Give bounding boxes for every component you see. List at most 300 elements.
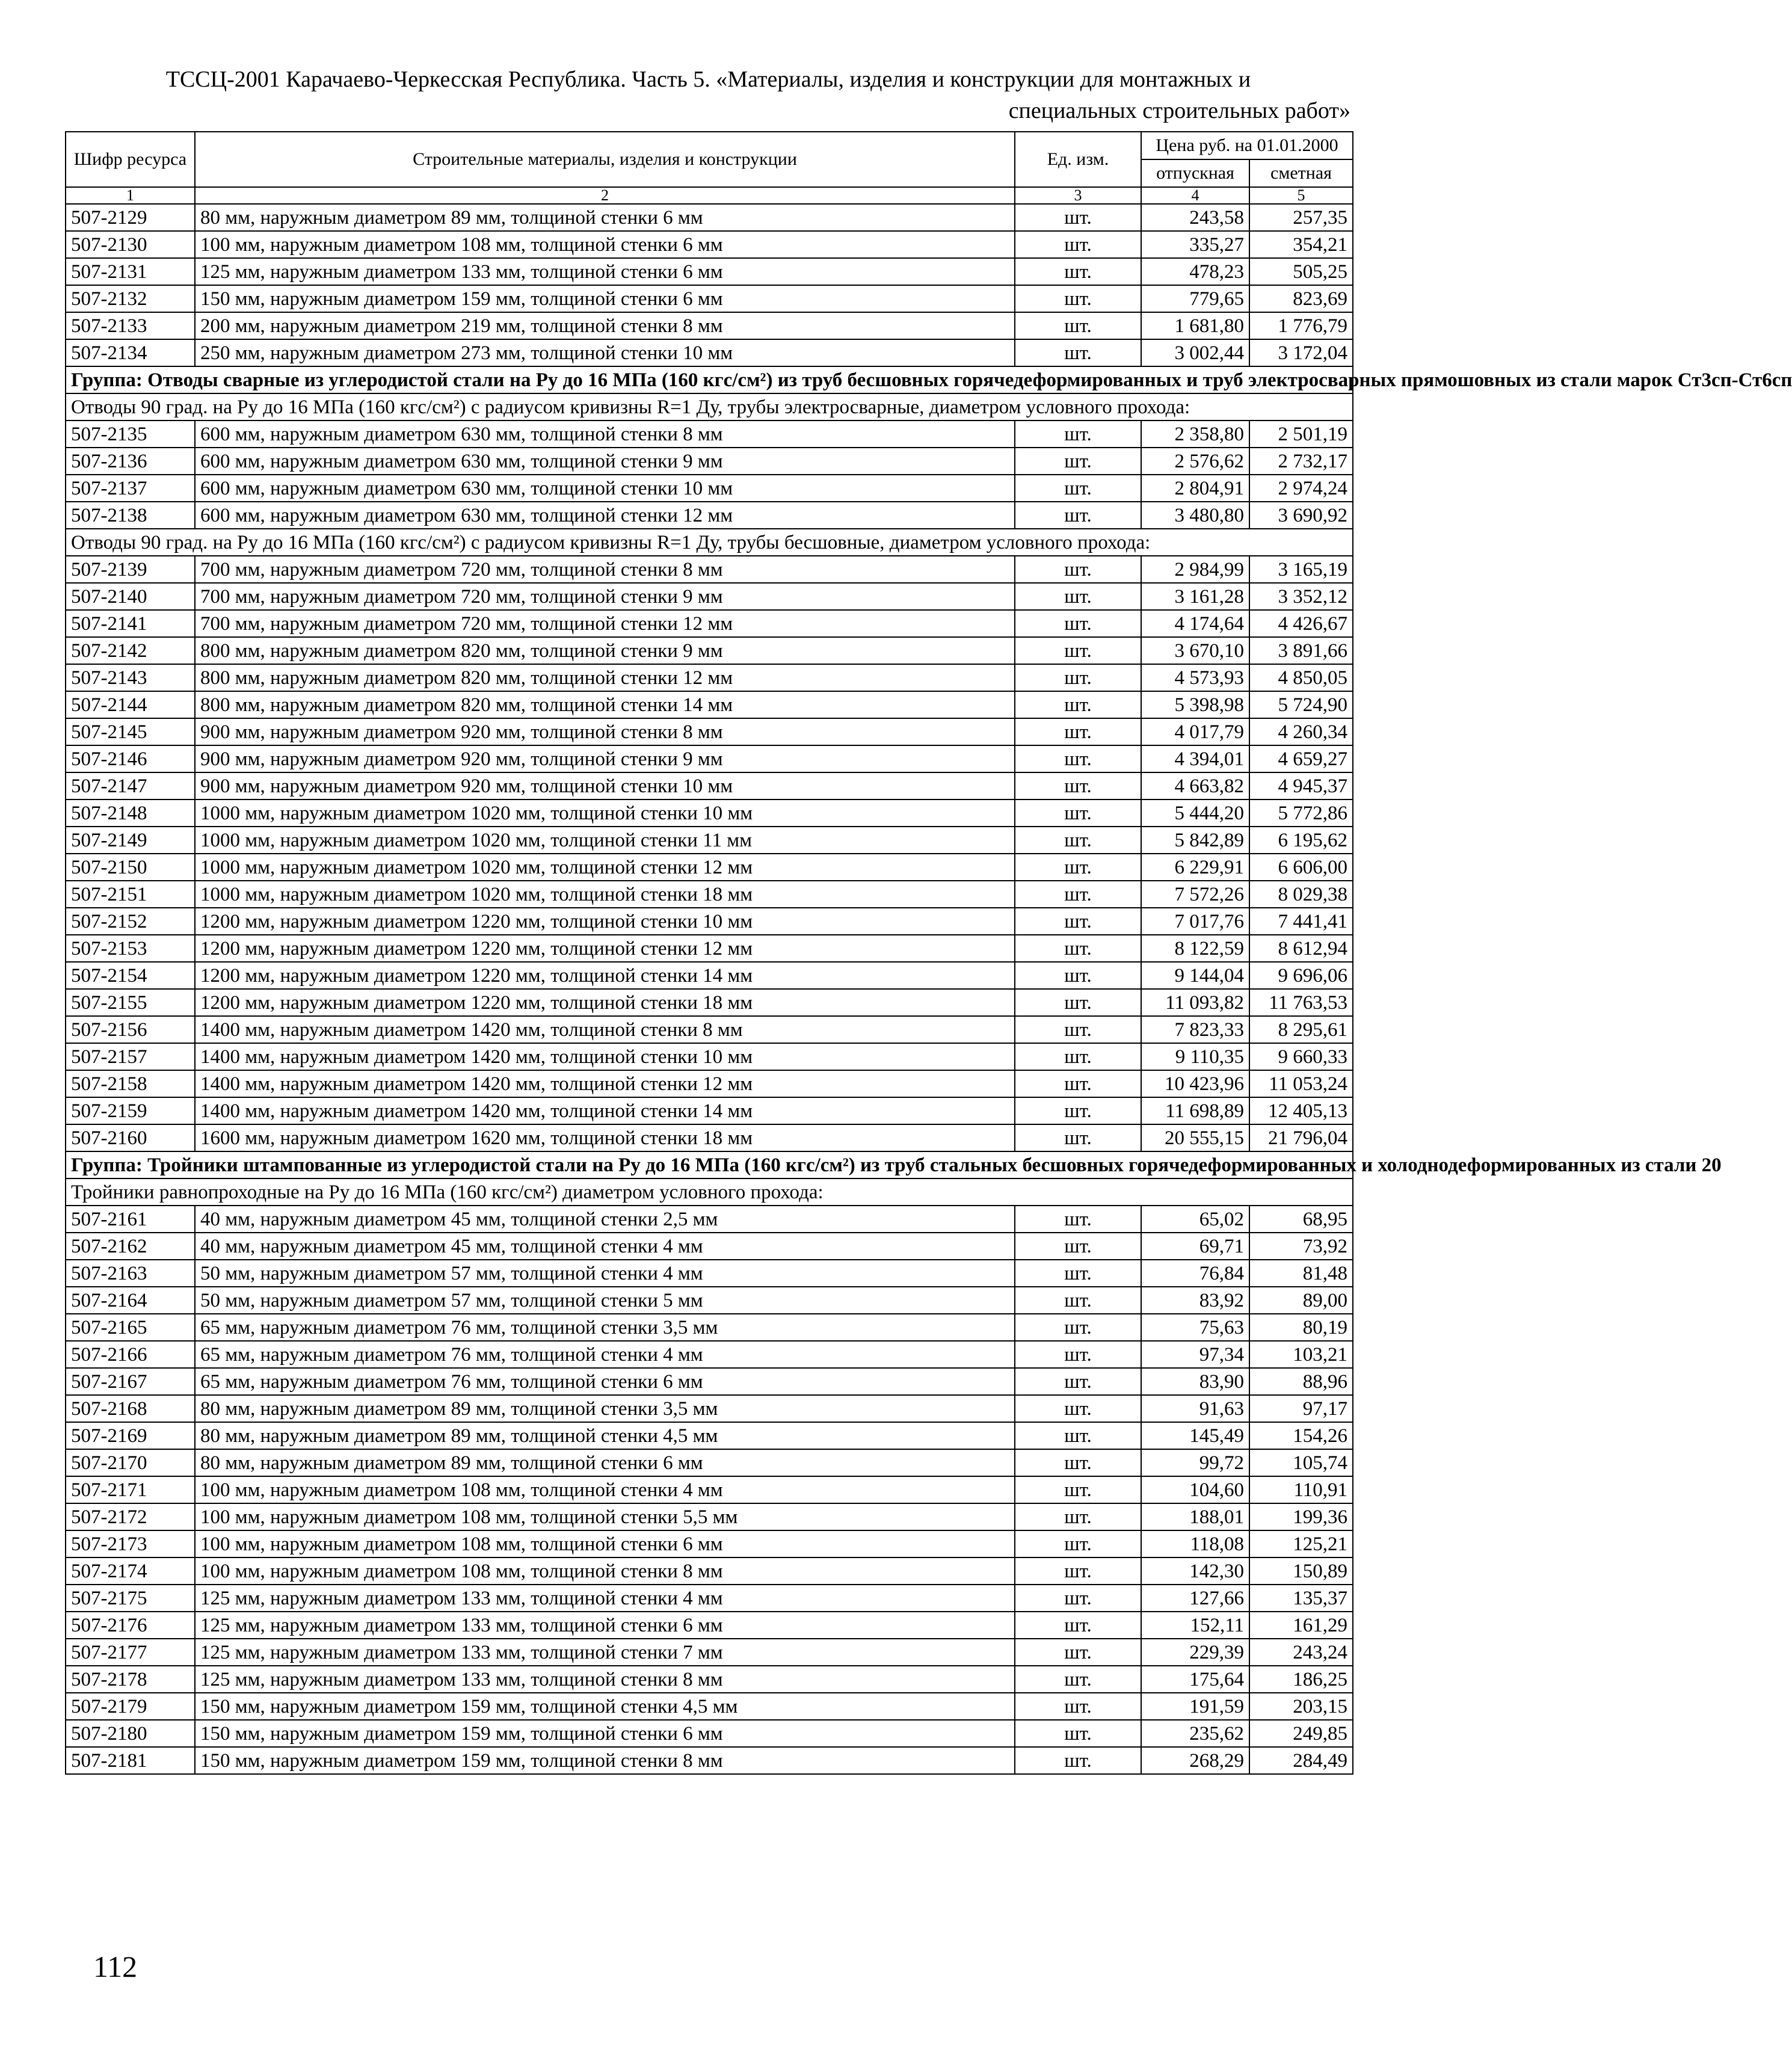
table-row [66, 1639, 1353, 1666]
column-number: 1 [66, 187, 195, 204]
table-row [66, 448, 1353, 475]
release-price: 2 576,62 [1141, 448, 1249, 475]
estimate-price: 3 690,92 [1249, 502, 1353, 529]
resource-code: 507-2129 [66, 204, 195, 231]
item-description: 50 мм, наружным диаметром 57 мм, толщиной стенки 4 мм [195, 1260, 1015, 1287]
group-heading: Группа: Отводы сварные из углеродистой стали на Ру до 16 МПа (160 кгс/см²) из труб бесшовных горячедеформированных и труб электросварных прямошовных из стали марок Ст3сп-Ст6сп [66, 366, 1353, 393]
unit-of-measure: шт. [1015, 935, 1141, 962]
estimate-price: 21 796,04 [1249, 1124, 1353, 1151]
resource-code: 507-2177 [66, 1639, 195, 1666]
estimate-price: 186,25 [1249, 1666, 1353, 1693]
document-header-line-2: специальных строительных работ» [1008, 98, 1350, 123]
unit-of-measure: шт. [1015, 1368, 1141, 1395]
estimate-price: 8 612,94 [1249, 935, 1353, 962]
estimate-price: 203,15 [1249, 1693, 1353, 1720]
table-row [66, 231, 1353, 258]
resource-code: 507-2144 [66, 691, 195, 718]
unit-of-measure: шт. [1015, 772, 1141, 799]
release-price: 268,29 [1141, 1747, 1249, 1774]
estimate-price: 12 405,13 [1249, 1097, 1353, 1124]
table-row [66, 799, 1353, 827]
unit-of-measure: шт. [1015, 1720, 1141, 1747]
resource-code: 507-2134 [66, 339, 195, 366]
item-description: 1200 мм, наружным диаметром 1220 мм, толщиной стенки 10 мм [195, 908, 1015, 935]
item-description: 700 мм, наружным диаметром 720 мм, толщиной стенки 12 мм [195, 610, 1015, 637]
release-price: 152,11 [1141, 1612, 1249, 1639]
release-price: 7 823,33 [1141, 1016, 1249, 1043]
estimate-price: 4 260,34 [1249, 718, 1353, 745]
release-price: 10 423,96 [1141, 1070, 1249, 1097]
item-description: 100 мм, наружным диаметром 108 мм, толщиной стенки 4 мм [195, 1476, 1015, 1503]
resource-code: 507-2132 [66, 285, 195, 312]
resource-code: 507-2143 [66, 664, 195, 691]
resource-code: 507-2137 [66, 475, 195, 502]
release-price: 83,90 [1141, 1368, 1249, 1395]
release-price: 4 663,82 [1141, 772, 1249, 799]
item-description: 150 мм, наружным диаметром 159 мм, толщиной стенки 6 мм [195, 285, 1015, 312]
estimate-price: 5 724,90 [1249, 691, 1353, 718]
estimate-price: 2 501,19 [1249, 421, 1353, 448]
estimate-price: 89,00 [1249, 1287, 1353, 1314]
header-code: Шифр ресурса [66, 132, 195, 187]
header-price-estimate: сметная [1249, 159, 1353, 187]
document-header-line-1: ТССЦ-2001 Карачаево-Черкесская Республика. Часть 5. «Материалы, изделия и конструкции для монтажных и [165, 67, 1251, 92]
resource-code: 507-2178 [66, 1666, 195, 1693]
resource-code: 507-2135 [66, 421, 195, 448]
item-description: 1000 мм, наружным диаметром 1020 мм, толщиной стенки 11 мм [195, 827, 1015, 854]
resource-code: 507-2140 [66, 583, 195, 610]
resource-code: 507-2155 [66, 989, 195, 1016]
item-description: 1600 мм, наружным диаметром 1620 мм, толщиной стенки 18 мм [195, 1124, 1015, 1151]
item-description: 40 мм, наружным диаметром 45 мм, толщиной стенки 4 мм [195, 1233, 1015, 1260]
resource-code: 507-2165 [66, 1314, 195, 1341]
resource-code: 507-2167 [66, 1368, 195, 1395]
item-description: 200 мм, наружным диаметром 219 мм, толщиной стенки 8 мм [195, 312, 1015, 339]
estimate-price: 135,37 [1249, 1585, 1353, 1612]
estimate-price: 505,25 [1249, 258, 1353, 285]
table-row [66, 1503, 1353, 1530]
unit-of-measure: шт. [1015, 881, 1141, 908]
unit-of-measure: шт. [1015, 908, 1141, 935]
release-price: 99,72 [1141, 1449, 1249, 1476]
table-row [66, 827, 1353, 854]
item-description: 100 мм, наружным диаметром 108 мм, толщиной стенки 5,5 мм [195, 1503, 1015, 1530]
table-row [66, 1097, 1353, 1124]
item-description: 1000 мм, наружным диаметром 1020 мм, толщиной стенки 10 мм [195, 799, 1015, 827]
unit-of-measure: шт. [1015, 1206, 1141, 1233]
estimate-price: 5 772,86 [1249, 799, 1353, 827]
release-price: 8 122,59 [1141, 935, 1249, 962]
release-price: 69,71 [1141, 1233, 1249, 1260]
release-price: 118,08 [1141, 1530, 1249, 1557]
unit-of-measure: шт. [1015, 1097, 1141, 1124]
resource-code: 507-2160 [66, 1124, 195, 1151]
resource-code: 507-2163 [66, 1260, 195, 1287]
resource-code: 507-2146 [66, 745, 195, 772]
estimate-price: 103,21 [1249, 1341, 1353, 1368]
item-description: 80 мм, наружным диаметром 89 мм, толщиной стенки 3,5 мм [195, 1395, 1015, 1422]
resource-code: 507-2166 [66, 1341, 195, 1368]
resource-code: 507-2147 [66, 772, 195, 799]
item-description: 600 мм, наружным диаметром 630 мм, толщиной стенки 10 мм [195, 475, 1015, 502]
resource-code: 507-2156 [66, 1016, 195, 1043]
resource-code: 507-2152 [66, 908, 195, 935]
resource-code: 507-2153 [66, 935, 195, 962]
release-price: 2 804,91 [1141, 475, 1249, 502]
table-row [66, 854, 1353, 881]
item-description: 65 мм, наружным диаметром 76 мм, толщиной стенки 4 мм [195, 1341, 1015, 1368]
estimate-price: 4 659,27 [1249, 745, 1353, 772]
table-row [66, 1666, 1353, 1693]
unit-of-measure: шт. [1015, 231, 1141, 258]
item-description: 600 мм, наружным диаметром 630 мм, толщиной стенки 8 мм [195, 421, 1015, 448]
unit-of-measure: шт. [1015, 1422, 1141, 1449]
unit-of-measure: шт. [1015, 1395, 1141, 1422]
resource-code: 507-2171 [66, 1476, 195, 1503]
release-price: 142,30 [1141, 1557, 1249, 1585]
estimate-price: 154,26 [1249, 1422, 1353, 1449]
release-price: 229,39 [1141, 1639, 1249, 1666]
resource-code: 507-2133 [66, 312, 195, 339]
release-price: 9 144,04 [1141, 962, 1249, 989]
column-number-row [66, 187, 1353, 204]
unit-of-measure: шт. [1015, 1341, 1141, 1368]
release-price: 65,02 [1141, 1206, 1249, 1233]
item-description: 600 мм, наружным диаметром 630 мм, толщиной стенки 9 мм [195, 448, 1015, 475]
estimate-price: 97,17 [1249, 1395, 1353, 1422]
table-row [66, 1260, 1353, 1287]
unit-of-measure: шт. [1015, 1016, 1141, 1043]
item-description: 150 мм, наружным диаметром 159 мм, толщиной стенки 6 мм [195, 1720, 1015, 1747]
estimate-price: 3 172,04 [1249, 339, 1353, 366]
resource-code: 507-2154 [66, 962, 195, 989]
unit-of-measure: шт. [1015, 1287, 1141, 1314]
table-row [66, 421, 1353, 448]
resource-code: 507-2179 [66, 1693, 195, 1720]
table-row [66, 1341, 1353, 1368]
estimate-price: 2 732,17 [1249, 448, 1353, 475]
resource-code: 507-2149 [66, 827, 195, 854]
item-description: 125 мм, наружным диаметром 133 мм, толщиной стенки 6 мм [195, 258, 1015, 285]
item-description: 125 мм, наружным диаметром 133 мм, толщиной стенки 4 мм [195, 1585, 1015, 1612]
item-description: 80 мм, наружным диаметром 89 мм, толщиной стенки 6 мм [195, 1449, 1015, 1476]
estimate-price: 4 426,67 [1249, 610, 1353, 637]
release-price: 7 017,76 [1141, 908, 1249, 935]
unit-of-measure: шт. [1015, 1070, 1141, 1097]
table-row [66, 1449, 1353, 1476]
subheading: Отводы 90 град. на Ру до 16 МПа (160 кгс/см²) с радиусом кривизны R=1 Ду, трубы электросварные, диаметром условного прохода: [66, 393, 1353, 421]
table-row [66, 204, 1353, 231]
table-row [66, 1557, 1353, 1585]
unit-of-measure: шт. [1015, 1585, 1141, 1612]
release-price: 4 394,01 [1141, 745, 1249, 772]
resource-code: 507-2174 [66, 1557, 195, 1585]
estimate-price: 354,21 [1249, 231, 1353, 258]
estimate-price: 1 776,79 [1249, 312, 1353, 339]
item-description: 1200 мм, наружным диаметром 1220 мм, толщиной стенки 12 мм [195, 935, 1015, 962]
table-row [66, 1422, 1353, 1449]
unit-of-measure: шт. [1015, 610, 1141, 637]
table-row [66, 502, 1353, 529]
release-price: 4 174,64 [1141, 610, 1249, 637]
item-description: 1400 мм, наружным диаметром 1420 мм, толщиной стенки 14 мм [195, 1097, 1015, 1124]
unit-of-measure: шт. [1015, 285, 1141, 312]
release-price: 3 002,44 [1141, 339, 1249, 366]
release-price: 188,01 [1141, 1503, 1249, 1530]
resource-code: 507-2139 [66, 556, 195, 583]
table-row [66, 881, 1353, 908]
item-description: 65 мм, наружным диаметром 76 мм, толщиной стенки 3,5 мм [195, 1314, 1015, 1341]
unit-of-measure: шт. [1015, 827, 1141, 854]
unit-of-measure: шт. [1015, 1124, 1141, 1151]
resource-code: 507-2145 [66, 718, 195, 745]
unit-of-measure: шт. [1015, 691, 1141, 718]
estimate-price: 110,91 [1249, 1476, 1353, 1503]
table-row [66, 475, 1353, 502]
table-row [66, 1476, 1353, 1503]
estimate-price: 68,95 [1249, 1206, 1353, 1233]
subheading-row [66, 1178, 1353, 1206]
resource-code: 507-2136 [66, 448, 195, 475]
estimate-price: 249,85 [1249, 1720, 1353, 1747]
release-price: 5 842,89 [1141, 827, 1249, 854]
table-row [66, 285, 1353, 312]
item-description: 900 мм, наружным диаметром 920 мм, толщиной стенки 10 мм [195, 772, 1015, 799]
unit-of-measure: шт. [1015, 583, 1141, 610]
table-row [66, 339, 1353, 366]
release-price: 9 110,35 [1141, 1043, 1249, 1070]
estimate-price: 199,36 [1249, 1503, 1353, 1530]
resource-code: 507-2148 [66, 799, 195, 827]
release-price: 335,27 [1141, 231, 1249, 258]
release-price: 1 681,80 [1141, 312, 1249, 339]
table-row [66, 962, 1353, 989]
table-row [66, 1016, 1353, 1043]
table-row [66, 610, 1353, 637]
unit-of-measure: шт. [1015, 962, 1141, 989]
subheading: Тройники равнопроходные на Ру до 16 МПа (160 кгс/см²) диаметром условного прохода: [66, 1178, 1353, 1206]
subheading-row [66, 393, 1353, 421]
table-row [66, 1747, 1353, 1774]
release-price: 4 017,79 [1141, 718, 1249, 745]
unit-of-measure: шт. [1015, 1557, 1141, 1585]
table-row [66, 1287, 1353, 1314]
unit-of-measure: шт. [1015, 1503, 1141, 1530]
item-description: 125 мм, наружным диаметром 133 мм, толщиной стенки 6 мм [195, 1612, 1015, 1639]
estimate-price: 80,19 [1249, 1314, 1353, 1341]
resource-code: 507-2130 [66, 231, 195, 258]
item-description: 800 мм, наружным диаметром 820 мм, толщиной стенки 9 мм [195, 637, 1015, 664]
resource-code: 507-2150 [66, 854, 195, 881]
unit-of-measure: шт. [1015, 854, 1141, 881]
item-description: 1000 мм, наружным диаметром 1020 мм, толщиной стенки 18 мм [195, 881, 1015, 908]
unit-of-measure: шт. [1015, 664, 1141, 691]
table-row [66, 772, 1353, 799]
table-row [66, 1124, 1353, 1151]
estimate-price: 11 763,53 [1249, 989, 1353, 1016]
unit-of-measure: шт. [1015, 718, 1141, 745]
resource-code: 507-2142 [66, 637, 195, 664]
subheading-row [66, 529, 1353, 556]
estimate-price: 284,49 [1249, 1747, 1353, 1774]
item-description: 800 мм, наружным диаметром 820 мм, толщиной стенки 12 мм [195, 664, 1015, 691]
table-row [66, 1070, 1353, 1097]
page-number: 112 [93, 1950, 138, 1983]
table-row [66, 935, 1353, 962]
unit-of-measure: шт. [1015, 204, 1141, 231]
resource-code: 507-2162 [66, 1233, 195, 1260]
estimate-price: 3 165,19 [1249, 556, 1353, 583]
release-price: 2 984,99 [1141, 556, 1249, 583]
estimate-price: 88,96 [1249, 1368, 1353, 1395]
item-description: 1400 мм, наружным диаметром 1420 мм, толщиной стенки 8 мм [195, 1016, 1015, 1043]
estimate-price: 7 441,41 [1249, 908, 1353, 935]
resource-code: 507-2175 [66, 1585, 195, 1612]
release-price: 91,63 [1141, 1395, 1249, 1422]
estimate-price: 3 352,12 [1249, 583, 1353, 610]
release-price: 145,49 [1141, 1422, 1249, 1449]
table-row [66, 1233, 1353, 1260]
table-row [66, 908, 1353, 935]
estimate-price: 3 891,66 [1249, 637, 1353, 664]
item-description: 100 мм, наружным диаметром 108 мм, толщиной стенки 6 мм [195, 1530, 1015, 1557]
resource-code: 507-2168 [66, 1395, 195, 1422]
estimate-price: 125,21 [1249, 1530, 1353, 1557]
table-row [66, 745, 1353, 772]
release-price: 6 229,91 [1141, 854, 1249, 881]
release-price: 127,66 [1141, 1585, 1249, 1612]
estimate-price: 81,48 [1249, 1260, 1353, 1287]
table-row [66, 1693, 1353, 1720]
estimate-price: 73,92 [1249, 1233, 1353, 1260]
unit-of-measure: шт. [1015, 339, 1141, 366]
release-price: 3 670,10 [1141, 637, 1249, 664]
item-description: 600 мм, наружным диаметром 630 мм, толщиной стенки 12 мм [195, 502, 1015, 529]
table-header-row [66, 132, 1353, 159]
unit-of-measure: шт. [1015, 1043, 1141, 1070]
item-description: 100 мм, наружным диаметром 108 мм, толщиной стенки 6 мм [195, 231, 1015, 258]
resource-code: 507-2164 [66, 1287, 195, 1314]
price-table-body [66, 132, 1792, 1774]
unit-of-measure: шт. [1015, 421, 1141, 448]
resource-code: 507-2138 [66, 502, 195, 529]
release-price: 20 555,15 [1141, 1124, 1249, 1151]
item-description: 150 мм, наружным диаметром 159 мм, толщиной стенки 8 мм [195, 1747, 1015, 1774]
estimate-price: 4 945,37 [1249, 772, 1353, 799]
release-price: 3 480,80 [1141, 502, 1249, 529]
resource-code: 507-2176 [66, 1612, 195, 1639]
item-description: 65 мм, наружным диаметром 76 мм, толщиной стенки 6 мм [195, 1368, 1015, 1395]
table-row [66, 664, 1353, 691]
unit-of-measure: шт. [1015, 1747, 1141, 1774]
column-number: 5 [1249, 187, 1353, 204]
release-price: 2 358,80 [1141, 421, 1249, 448]
table-row [66, 989, 1353, 1016]
release-price: 97,34 [1141, 1341, 1249, 1368]
unit-of-measure: шт. [1015, 1693, 1141, 1720]
estimate-price: 257,35 [1249, 204, 1353, 231]
column-number: 4 [1141, 187, 1249, 204]
item-description: 50 мм, наружным диаметром 57 мм, толщиной стенки 5 мм [195, 1287, 1015, 1314]
release-price: 243,58 [1141, 204, 1249, 231]
table-row [66, 718, 1353, 745]
table-row [66, 691, 1353, 718]
estimate-price: 6 195,62 [1249, 827, 1353, 854]
header-name: Строительные материалы, изделия и конструкции [195, 132, 1015, 187]
resource-code: 507-2159 [66, 1097, 195, 1124]
table-row [66, 1585, 1353, 1612]
release-price: 191,59 [1141, 1693, 1249, 1720]
unit-of-measure: шт. [1015, 475, 1141, 502]
resource-code: 507-2170 [66, 1449, 195, 1476]
release-price: 11 698,89 [1141, 1097, 1249, 1124]
table-row [66, 1530, 1353, 1557]
column-number: 3 [1015, 187, 1141, 204]
release-price: 235,62 [1141, 1720, 1249, 1747]
estimate-price: 11 053,24 [1249, 1070, 1353, 1097]
resource-code: 507-2180 [66, 1720, 195, 1747]
unit-of-measure: шт. [1015, 1639, 1141, 1666]
item-description: 900 мм, наружным диаметром 920 мм, толщиной стенки 8 мм [195, 718, 1015, 745]
estimate-price: 243,24 [1249, 1639, 1353, 1666]
item-description: 40 мм, наружным диаметром 45 мм, толщиной стенки 2,5 мм [195, 1206, 1015, 1233]
item-description: 1200 мм, наружным диаметром 1220 мм, толщиной стенки 18 мм [195, 989, 1015, 1016]
item-description: 700 мм, наружным диаметром 720 мм, толщиной стенки 8 мм [195, 556, 1015, 583]
unit-of-measure: шт. [1015, 448, 1141, 475]
resource-code: 507-2169 [66, 1422, 195, 1449]
release-price: 75,63 [1141, 1314, 1249, 1341]
release-price: 779,65 [1141, 285, 1249, 312]
release-price: 7 572,26 [1141, 881, 1249, 908]
release-price: 478,23 [1141, 258, 1249, 285]
unit-of-measure: шт. [1015, 312, 1141, 339]
unit-of-measure: шт. [1015, 1233, 1141, 1260]
resource-code: 507-2172 [66, 1503, 195, 1530]
item-description: 125 мм, наружным диаметром 133 мм, толщиной стенки 7 мм [195, 1639, 1015, 1666]
price-table [65, 131, 1792, 1775]
unit-of-measure: шт. [1015, 799, 1141, 827]
estimate-price: 823,69 [1249, 285, 1353, 312]
unit-of-measure: шт. [1015, 1612, 1141, 1639]
estimate-price: 8 029,38 [1249, 881, 1353, 908]
item-description: 80 мм, наружным диаметром 89 мм, толщиной стенки 6 мм [195, 204, 1015, 231]
release-price: 3 161,28 [1141, 583, 1249, 610]
item-description: 1400 мм, наружным диаметром 1420 мм, толщиной стенки 12 мм [195, 1070, 1015, 1097]
estimate-price: 9 660,33 [1249, 1043, 1353, 1070]
release-price: 104,60 [1141, 1476, 1249, 1503]
item-description: 1400 мм, наружным диаметром 1420 мм, толщиной стенки 10 мм [195, 1043, 1015, 1070]
release-price: 11 093,82 [1141, 989, 1249, 1016]
group-heading: Группа: Тройники штампованные из углеродистой стали на Ру до 16 МПа (160 кгс/см²) из труб стальных бесшовных горячедеформированных и холоднодеформированных из стали 20 [66, 1151, 1353, 1178]
estimate-price: 4 850,05 [1249, 664, 1353, 691]
resource-code: 507-2181 [66, 1747, 195, 1774]
header-price: Цена руб. на 01.01.2000 [1141, 132, 1353, 159]
table-row [66, 312, 1353, 339]
resource-code: 507-2158 [66, 1070, 195, 1097]
release-price: 5 444,20 [1141, 799, 1249, 827]
table-row [66, 1043, 1353, 1070]
unit-of-measure: шт. [1015, 1260, 1141, 1287]
unit-of-measure: шт. [1015, 745, 1141, 772]
item-description: 80 мм, наружным диаметром 89 мм, толщиной стенки 4,5 мм [195, 1422, 1015, 1449]
table-row [66, 1206, 1353, 1233]
estimate-price: 2 974,24 [1249, 475, 1353, 502]
release-price: 83,92 [1141, 1287, 1249, 1314]
unit-of-measure: шт. [1015, 1666, 1141, 1693]
group-heading-row [66, 366, 1353, 393]
estimate-price: 105,74 [1249, 1449, 1353, 1476]
unit-of-measure: шт. [1015, 989, 1141, 1016]
